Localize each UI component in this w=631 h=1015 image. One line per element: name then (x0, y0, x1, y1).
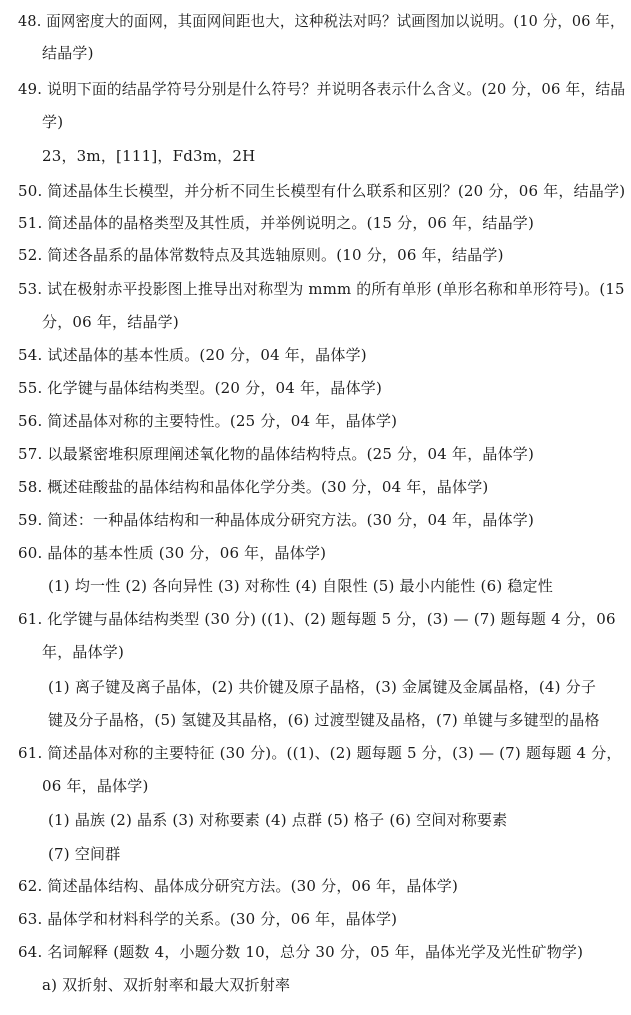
q54: 54. 试述晶体的基本性质。(20 分，04 年，晶体学) (18, 346, 367, 364)
q60: 60. 晶体的基本性质 (30 分，06 年，晶体学) (18, 544, 327, 562)
q63: 63. 晶体学和材料科学的关系。(30 分，06 年，晶体学) (18, 910, 398, 928)
q49-line1: 49. 说明下面的结晶学符号分别是什么符号？并说明各表示什么含义。(20 分，06 年，结晶 (18, 80, 626, 98)
q61b-items-line2: (7) 空间群 (48, 845, 121, 863)
q61a-items-line2: 键及分子晶格，(5) 氢键及其晶格，(6) 过渡型键及晶格，(7) 单键与多键型的晶格 (48, 711, 600, 729)
q53-line1: 53. 试在极射赤平投影图上推导出对称型为 mmm 的所有单形 (单形名称和单形符号)。(15 (18, 280, 625, 298)
q50: 50. 简述晶体生长模型，并分析不同生长模型有什么联系和区别？(20 分，06 年，结晶学) (18, 182, 626, 200)
q61b-items-line1: (1) 晶族 (2) 晶系 (3) 对称要素 (4) 点群 (5) 格子 (6) 空间对称要素 (48, 811, 508, 829)
q48-line2: 结晶学) (42, 44, 94, 62)
q49-symbols: 23，3m，[111]，Fd3m，2H (42, 147, 256, 165)
q59: 59. 简述：一种晶体结构和一种晶体成分研究方法。(30 分，04 年，晶体学) (18, 511, 535, 529)
q58: 58. 概述硅酸盐的晶体结构和晶体化学分类。(30 分，04 年，晶体学) (18, 478, 489, 496)
q64: 64. 名词解释 (题数 4，小题分数 10，总分 30 分，05 年，晶体光学及光性矿物学) (18, 943, 584, 961)
q61a-items-line1: (1) 离子键及离子晶体，(2) 共价键及原子晶格，(3) 金属键及金属晶格，(4) 分子 (48, 678, 597, 696)
q51: 51. 简述晶体的晶格类型及其性质，并举例说明之。(15 分，06 年，结晶学) (18, 214, 535, 232)
q53-line2: 分，06 年，结晶学) (42, 313, 179, 331)
q61a-line1: 61. 化学键与晶体结构类型 (30 分) ((1)、(2) 题每题 5 分，(3) — (7) 题每题 4 分，06 (18, 610, 616, 628)
q61b-line1: 61. 简述晶体对称的主要特征 (30 分)。((1)、(2) 题每题 5 分，(3) — (7) 题每题 4 分， (18, 744, 622, 762)
q55: 55. 化学键与晶体结构类型。(20 分，04 年，晶体学) (18, 379, 383, 397)
q57: 57. 以最紧密堆积原理阐述氧化物的晶体结构特点。(25 分，04 年，晶体学) (18, 445, 535, 463)
q49-line2: 学) (42, 113, 64, 131)
q61b-line2: 06 年，晶体学) (42, 777, 149, 795)
q52: 52. 简述各晶系的晶体常数特点及其选轴原则。(10 分，06 年，结晶学) (18, 246, 504, 264)
q48-line1: 48. 面网密度大的面网，其面网间距也大，这种税法对吗？试画图加以说明。(10 分，06 年， (18, 12, 625, 30)
q62: 62. 简述晶体结构、晶体成分研究方法。(30 分，06 年，晶体学) (18, 877, 459, 895)
q64-item-a: a) 双折射、双折射率和最大双折射率 (42, 976, 291, 994)
q60-items: (1) 均一性 (2) 各向异性 (3) 对称性 (4) 自限性 (5) 最小内能性 (6) 稳定性 (48, 577, 553, 595)
q61a-line2: 年，晶体学) (42, 643, 125, 661)
q56: 56. 简述晶体对称的主要特性。(25 分，04 年，晶体学) (18, 412, 398, 430)
